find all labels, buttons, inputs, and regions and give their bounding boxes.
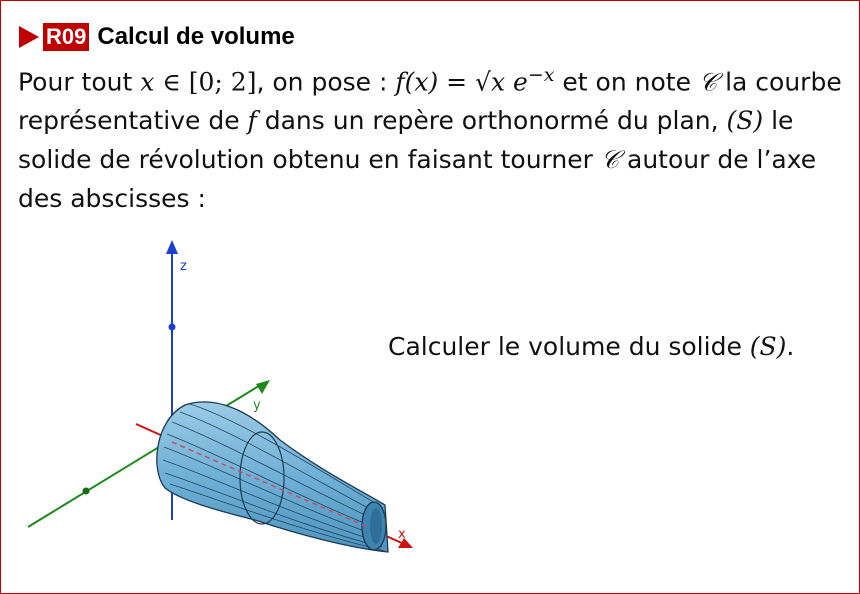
play-icon xyxy=(19,26,39,48)
statement-text: et on note xyxy=(554,67,699,97)
x-axis-label: x xyxy=(398,527,406,542)
math-exponent: −x xyxy=(527,64,555,86)
z-axis-label: z xyxy=(180,259,187,274)
y-axis-arrow xyxy=(256,380,270,394)
math-solid-symbol: (S) xyxy=(726,106,764,136)
solid-body xyxy=(157,402,388,552)
y-axis-label: y xyxy=(253,398,261,413)
title-row xyxy=(19,22,295,52)
math-solid-symbol: (S) xyxy=(749,332,787,361)
math-curve-symbol: 𝒞 xyxy=(600,145,620,175)
statement-text: dans un repère orthonormé du plan, xyxy=(256,106,727,136)
math-function-definition: f(x) = √x e xyxy=(395,67,528,97)
task-label: Calculer le volume du solide xyxy=(388,332,750,361)
task-text xyxy=(388,332,794,361)
math-curve-symbol: 𝒞 xyxy=(698,67,718,97)
exercise-code-badge: R09 xyxy=(43,23,89,51)
y-axis-point xyxy=(83,488,90,495)
math-var-x: x xyxy=(140,67,155,97)
math-f: f xyxy=(247,106,257,136)
math-interval: [0; 2] xyxy=(188,67,257,97)
statement-text: autour de l’axe des abscisses : xyxy=(18,145,817,214)
solid-of-revolution-figure xyxy=(0,230,430,570)
statement-text: , on pose : xyxy=(256,67,396,97)
z-axis-point xyxy=(169,324,176,331)
task-period: . xyxy=(786,332,795,361)
z-axis-arrow xyxy=(166,240,178,254)
statement-text: la courbe représentative de xyxy=(18,67,842,136)
statement-text: le solide de révolution obtenu en faisant tourner xyxy=(18,106,794,175)
statement-text: Pour tout xyxy=(18,67,141,97)
end-opening-inner xyxy=(370,508,382,544)
exercise-title: Calcul de volume xyxy=(97,23,295,50)
math-in-symbol: ∈ xyxy=(154,67,189,97)
statement-paragraph xyxy=(18,56,848,218)
